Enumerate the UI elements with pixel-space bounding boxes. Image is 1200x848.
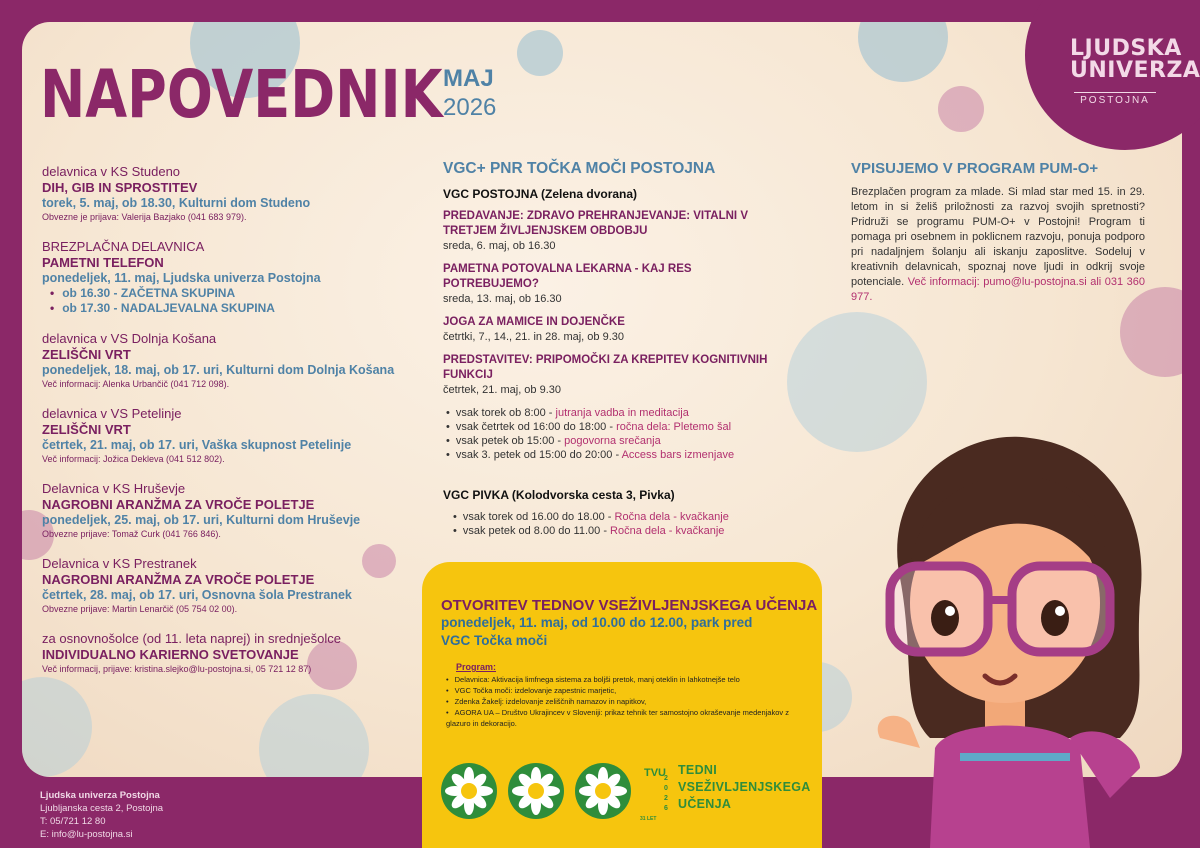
pum-contact[interactable]: Več informacij: pumo@lu-postojna.si ali 031 360 977. [851,276,1145,303]
weekly-activity: jutranja vadba in meditacija [555,407,689,419]
tvu-title: OTVORITEV TEDNOV VSEŽIVLJENJSKEGA UČENJA [441,597,818,614]
tvu-when: ponedeljek, 11. maj, od 10.00 do 12.00, park pred VGC Točka moči [441,615,753,648]
event-when: ponedeljek, 11. maj, Ljudska univerza Postojna [42,271,321,285]
tvu-program-label: Program: [456,662,497,672]
weekly-time: vsak petek ob 15:00 - [455,435,565,447]
event-when: četrtek, 21. maj, ob 17. uri, Vaška skupnost Petelinje [42,438,352,452]
vgc-item-title: PREDAVANJE: ZDRAVO PREHRANJEVANJE: VITALNI V TRETJEM ŽIVLJENJSKEM OBDOBJU [443,210,748,237]
program-item: • AGORA UA – Društvo Ukrajincev v Sloveniji: prikaz tehnik ter samostojno okraševanje medenjakov z glazuro in dekoracijo. [446,707,806,729]
event-item [42,556,412,616]
event-when: torek, 5. maj, ob 18.30, Kulturni dom Studeno [42,196,311,210]
month-label: MAJ [443,65,494,92]
event-note: Obvezne prijave: Tomaž Curk (041 766 846). [42,529,221,539]
vgc-item-title: PAMETNA POTOVALNA LEKARNA - KAJ RES POTREBUJEMO? [443,263,692,290]
tvu-program-list [446,674,806,729]
vgc-item-when: četrtki, 7., 14., 21. in 28. maj, ob 9.30 [443,331,624,343]
daisy-icon [441,763,497,819]
weekly-item [446,434,773,448]
events-column [42,164,412,691]
event-item [42,239,412,316]
vgc-weekly-list [446,406,773,462]
daisy-icon [508,763,564,819]
pivka-activity: Ročna dela - kvačkanje [614,511,729,523]
vgc-item-title: PREDSTAVITEV: PRIPOMOČKI ZA KREPITEV KOGNITIVNIH FUNKCIJ [443,354,768,381]
weekly-item [446,420,773,434]
event-item [42,164,412,224]
weekly-activity: pogovorna srečanja [564,435,661,447]
weekly-activity: ročna dela: Pletemo šal [616,421,732,433]
event-title: ZELIŠČNI VRT [42,347,131,362]
event-note: Obvezne prijave: Martin Lenarčič (05 754 02 00). [42,604,238,614]
pum-column [851,160,1145,305]
footer [40,789,163,841]
footer-phone[interactable]: T: 05/721 12 80 [40,816,106,827]
tedni-line: VSEŽIVLJENJSKEGA [678,780,811,794]
event-title: PAMETNI TELEFON [42,255,164,270]
logo-subtitle: POSTOJNA [1074,92,1156,106]
pivka-item [453,510,773,524]
event-title: INDIVIDUALNO KARIERNO SVETOVANJE [42,647,299,662]
event-type: za osnovnošolce (od 11. leta naprej) in srednješolce [42,631,341,646]
weekly-time: vsak 3. petek od 15:00 do 20:00 - [455,449,622,461]
vgc-location: VGC POSTOJNA (Zelena dvorana) [443,187,638,201]
vgc-item-when: sreda, 6. maj, ob 16.30 [443,240,556,252]
footer-email[interactable]: E: info@lu-postojna.si [40,829,133,840]
year-label: 2026 [443,94,497,121]
daisy-icon [575,763,631,819]
event-note: Obvezne je prijava: Valerija Bazjako (041 683 979). [42,212,247,222]
logo-line: UNIVERZA [1070,58,1200,83]
page-title: NAPOVEDNIK [40,56,443,133]
event-type: delavnica v KS Studeno [42,164,181,179]
tvu-badge [640,766,674,826]
event-sessions [50,286,412,316]
footer-org: Ljudska univerza Postojna [40,790,160,801]
event-item [42,481,412,541]
tedni-line: UČENJA [678,797,732,811]
decor-bubble [858,22,948,82]
event-type: Delavnica v KS Prestranek [42,556,197,571]
decor-bubble [938,86,984,132]
decor-bubble [259,694,369,777]
logo-wordmark[interactable] [1070,38,1200,82]
decor-bubble [22,677,92,777]
event-note: Več informacij: Jožica Dekleva (041 512 802). [42,454,225,464]
event-title: NAGROBNI ARANŽMA ZA VROČE POLETJE [42,572,315,587]
event-item [42,631,412,676]
pivka-time: vsak petek od 8.00 do 11.00 - [462,525,611,537]
event-type: delavnica v VS Dolnja Košana [42,331,217,346]
event-when: četrtek, 28. maj, ob 17. uri, Osnovna šola Prestranek [42,588,352,602]
pum-description: Brezplačen program za mlade. Si mlad star med 15. in 29. letom in si želiš priložnosti za razvoj svojih spretnosti? Pridruži se programu PUM-O+ v Postojni! Program ti pomaga pri osebnem in poklicnem razvoju, ponuja podporo pri nadaljnjem šolanju ali iskanju zaposlitve. Sodeluj v kreativnih delavnicah, spoznaj nove ljudi in odkrij svoje potenciale. [851,186,1145,288]
pum-text [851,185,1145,305]
vgc-heading: VGC+ PNR TOČKA MOČI POSTOJNA [443,160,716,177]
session-item: • ob 16.30 - ZAČETNA SKUPINA [50,286,412,301]
event-type: BREZPLAČNA DELAVNICA [42,239,205,254]
weekly-time: vsak četrtek od 16:00 do 18:00 - [455,421,617,433]
vgc-item-when: sreda, 13. maj, ob 16.30 [443,293,562,305]
program-item: • Zdenka Žakelj: izdelovanje zeliščnih namazov in napitkov, [446,696,806,707]
session-item: • ob 17.30 - NADALJEVALNA SKUPINA [50,301,412,316]
pivka-time: vsak torek od 16.00 do 18.00 - [462,511,615,523]
vgc-column [443,160,773,538]
tvu-badge-letters: TVU [644,767,666,779]
footer-address: Ljubljanska cesta 2, Postojna [40,803,164,814]
program-item: • Delavnica: Aktivacija limfnega sistema za boljši pretok, manj oteklin in lahkotnejše telo [446,674,806,685]
decor-bubble [517,30,563,76]
event-title: NAGROBNI ARANŽMA ZA VROČE POLETJE [42,497,315,512]
pivka-item [453,524,773,538]
weekly-activity: Access bars izmenjave [621,449,735,461]
girl-illustration [840,418,1180,848]
event-type: Delavnica v KS Hruševje [42,481,186,496]
event-item [42,406,412,466]
event-title: ZELIŠČNI VRT [42,422,131,437]
pivka-activity: Ročna dela - kvačkanje [610,525,725,537]
event-when: ponedeljek, 18. maj, ob 17. uri, Kulturni dom Dolnja Košana [42,363,395,377]
program-item: • VGC Točka moči: izdelovanje zapestnic marjetic, [446,685,806,696]
tedni-title [678,762,811,813]
vgc-item-title: JOGA ZA MAMICE IN DOJENČKE [443,316,625,328]
tvu-badge-year: 2026 [664,775,668,812]
tvu-badge-years: 31 LET [640,816,657,822]
vgc-item-when: četrtek, 21. maj, ob 9.30 [443,384,562,396]
event-item [42,331,412,391]
weekly-item [446,448,773,462]
event-type: delavnica v VS Petelinje [42,406,182,421]
pivka-heading: VGC PIVKA (Kolodvorska cesta 3, Pivka) [443,488,675,502]
logo-line: LJUDSKA [1070,36,1182,61]
tedni-line: TEDNI [678,763,717,777]
event-note: Več informacij: Alenka Urbančič (041 712 098). [42,379,230,389]
pivka-list [453,510,773,538]
event-title: DIH, GIB IN SPROSTITEV [42,180,198,195]
weekly-item [446,406,773,420]
weekly-time: vsak torek ob 8:00 - [455,407,556,419]
pum-heading: VPISUJEMO V PROGRAM PUM-O+ [851,160,1099,177]
event-when: ponedeljek, 25. maj, ob 17. uri, Kulturni dom Hruševje [42,513,361,527]
event-note[interactable]: Več informacij, prijave: kristina.slejko@lu-postojna.si, 05 721 12 87) [42,664,312,674]
